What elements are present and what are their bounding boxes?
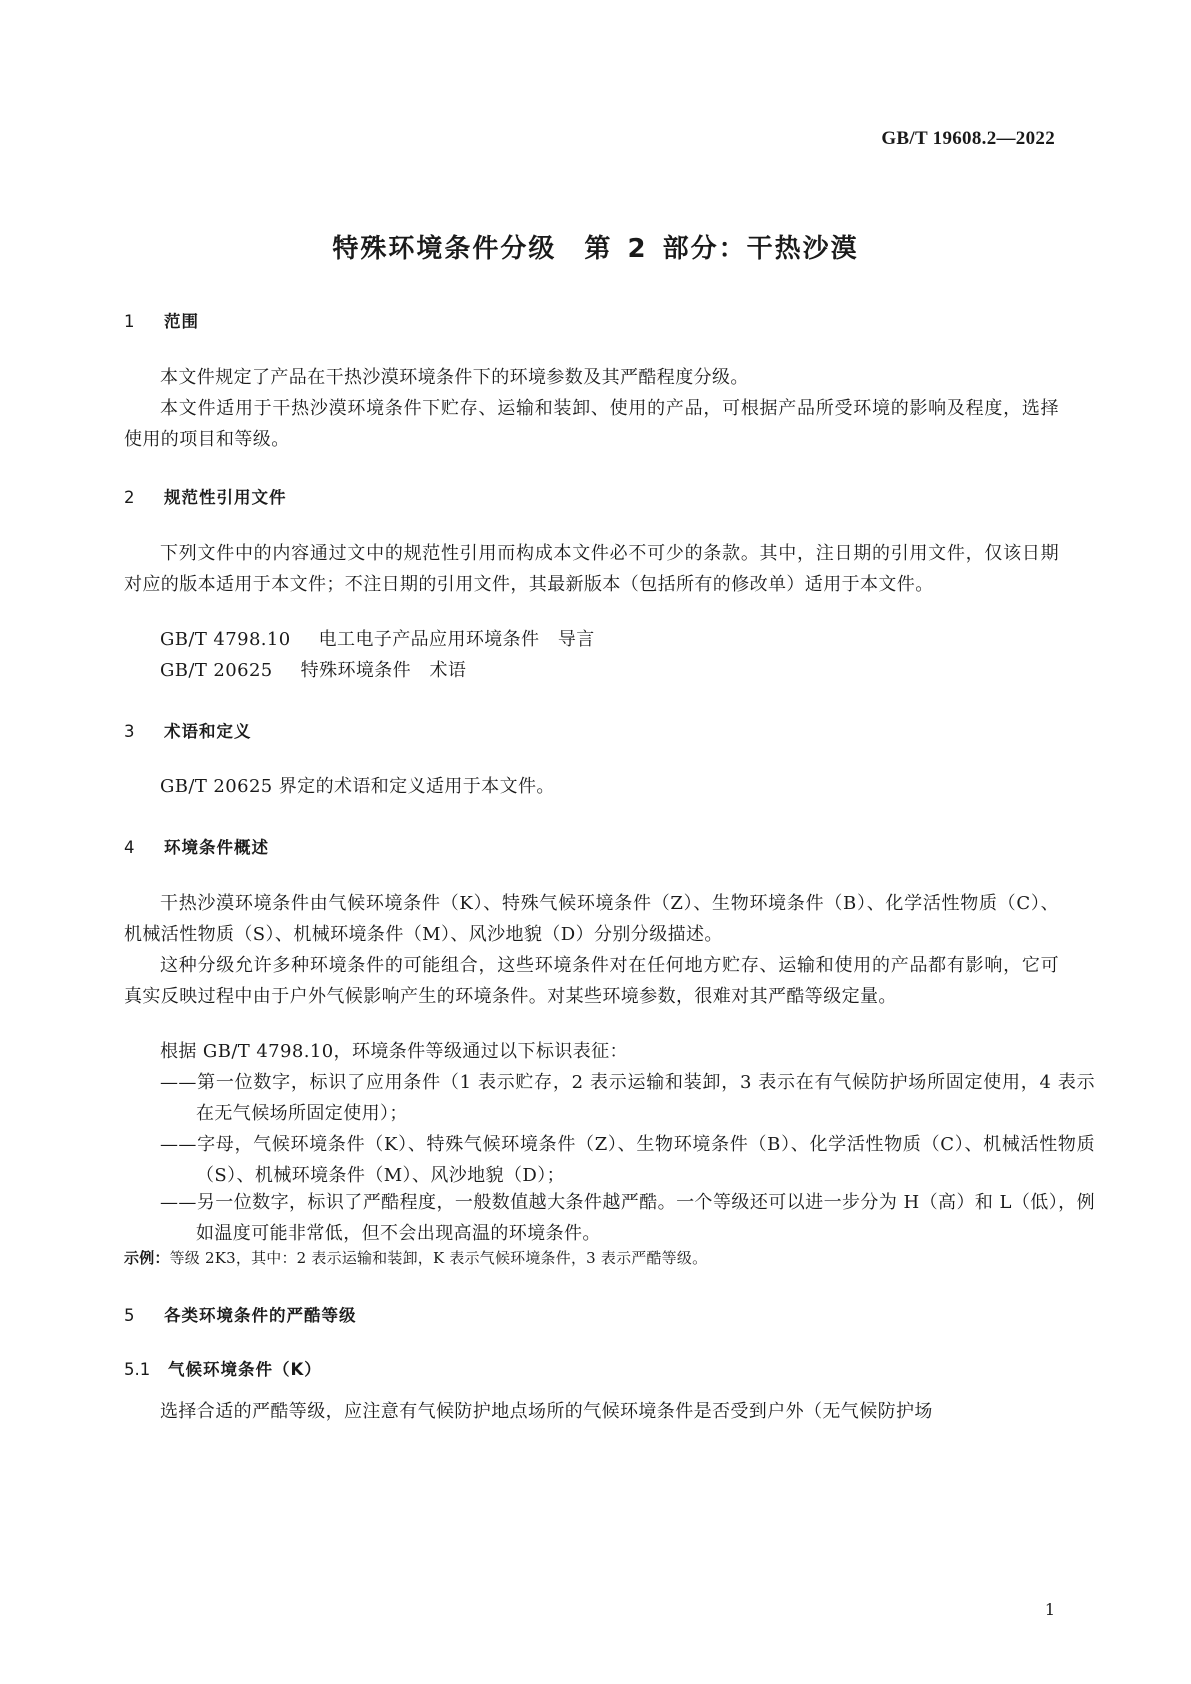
- reference-code: GB/T 4798.10: [160, 629, 291, 650]
- subsection-number: 5.1: [124, 1360, 151, 1379]
- section-title: 范围: [164, 312, 199, 331]
- section-2-paragraph: 下列文件中的内容通过文中的规范性引用而构成本文件必不可少的条款。其中，注日期的引用文件，仅该日期对应的版本适用于本文件；不注日期的引用文件，其最新版本（包括所有的修改单）适用于本文件。: [124, 543, 1059, 595]
- section-number: 3: [124, 722, 135, 741]
- section-3-paragraph: GB/T 20625 界定的术语和定义适用于本文件。: [160, 776, 555, 797]
- subsection-5-1-paragraph: 选择合适的严酷等级，应注意有气候防护地点场所的气候环境条件是否受到户外（无气候防护场: [160, 1401, 933, 1422]
- section-title: 环境条件概述: [164, 838, 269, 857]
- section-1-paragraph-2: 本文件适用于干热沙漠环境条件下贮存、运输和装卸、使用的产品，可根据产品所受环境的影响及程度，选择使用的项目和等级。: [124, 398, 1059, 450]
- section-4-paragraph-3: 根据 GB/T 4798.10，环境条件等级通过以下标识表征：: [160, 1041, 628, 1062]
- section-title: 各类环境条件的严酷等级: [164, 1306, 357, 1325]
- section-number: 1: [124, 312, 135, 331]
- subsection-title: 气候环境条件（K）: [168, 1360, 322, 1379]
- section-number: 2: [124, 488, 135, 507]
- section-3-heading: [124, 718, 252, 742]
- reference-title: 特殊环境条件 术语: [300, 660, 467, 681]
- section-1-paragraph-1: 本文件规定了产品在干热沙漠环境条件下的环境参数及其严酷程度分级。: [160, 367, 749, 388]
- standard-number: GB/T 19608.2—2022: [881, 128, 1055, 149]
- section-number: 4: [124, 838, 135, 857]
- section-5-heading: [124, 1302, 357, 1326]
- dash-list-item: ——字母，气候环境条件（K）、特殊气候环境条件（Z）、生物环境条件（B）、化学活性物质（C）、机械活性物质（S）、机械环境条件（M）、风沙地貌（D）；: [160, 1134, 1095, 1186]
- section-2-heading: [124, 484, 287, 508]
- reference-item: [124, 655, 1095, 686]
- dash-list-item: ——第一位数字，标识了应用条件（1 表示贮存，2 表示运输和装卸，3 表示在有气候防护场所固定使用，4 表示在无气候场所固定使用）；: [160, 1072, 1095, 1124]
- section-1-heading: [124, 308, 199, 332]
- reference-item: [124, 624, 1095, 655]
- example-note: [124, 1246, 1059, 1270]
- section-title: 规范性引用文件: [164, 488, 287, 507]
- example-label: 示例：: [124, 1249, 170, 1267]
- section-title: 术语和定义: [164, 722, 252, 741]
- section-4-paragraph-2: 这种分级允许多种环境条件的可能组合，这些环境条件对在任何地方贮存、运输和使用的产品都有影响，它可真实反映过程中由于户外气候影响产生的环境条件。对某些环境参数，很难对其严酷等级定量。: [124, 955, 1059, 1007]
- subsection-5-1-heading: [124, 1356, 322, 1380]
- dash-list-item: ——另一位数字，标识了严酷程度，一般数值越大条件越严酷。一个等级还可以进一步分为 H（高）和 L（低），例如温度可能非常低，但不会出现高温的环境条件。: [160, 1192, 1095, 1244]
- section-number: 5: [124, 1306, 135, 1325]
- reference-code: GB/T 20625: [160, 660, 273, 681]
- reference-title: 电工电子产品应用环境条件 导言: [318, 629, 595, 650]
- section-4-heading: [124, 834, 269, 858]
- page-number: 1: [1044, 1600, 1055, 1619]
- section-4-paragraph-1: 干热沙漠环境条件由气候环境条件（K）、特殊气候环境条件（Z）、生物环境条件（B）、化学活性物质（C）、机械活性物质（S）、机械环境条件（M）、风沙地貌（D）分别分级描述。: [124, 893, 1059, 945]
- document-title: 特殊环境条件分级 第 2 部分：干热沙漠: [332, 234, 859, 264]
- example-text: 等级 2K3，其中：2 表示运输和装卸，K 表示气候环境条件，3 表示严酷等级。: [169, 1249, 708, 1267]
